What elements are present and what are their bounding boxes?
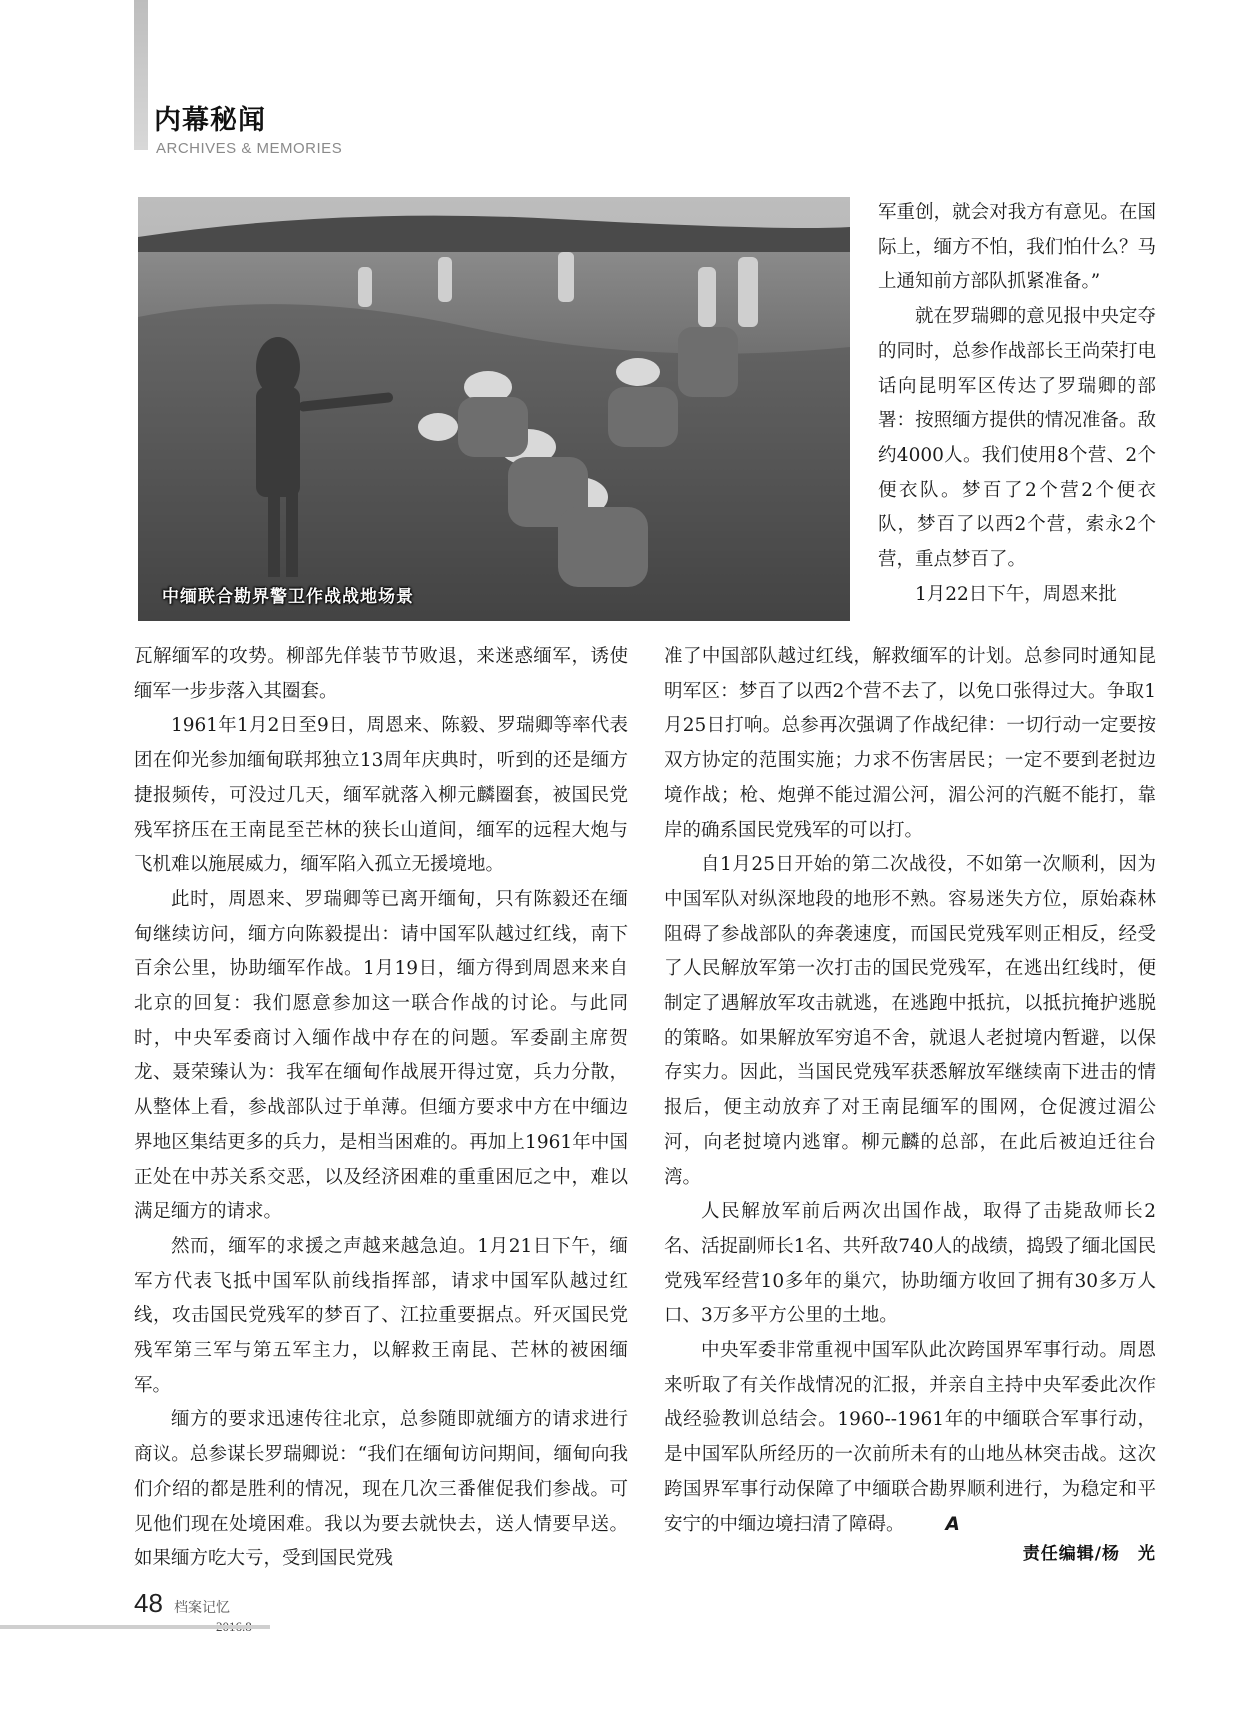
photo-illustration [138,197,850,621]
paragraph: 1961年1月2日至9日，周恩来、陈毅、罗瑞卿等率代表团在仰光参加缅甸联邦独立13周年庆典时，听到的还是缅方捷报频传，可没过几天，缅军就落入柳元麟圈套，被国民党残军挤压在王南昆至芒林的狭长山道间，缅军的远程大炮与飞机难以施展威力，缅军陷入孤立无援境地。 [134,715,628,876]
paragraph: 准了中国部队越过红线，解救缅军的计划。总参同时通知昆明军区：梦百了以西2个营不去了，以免口张得过大。争取1月25日打响。总参再次强调了作战纪律：一切行动一定要按双方协定的范围实施；力求不伤害居民；一定不要到老挝边境作战；枪、炮弹不能过湄公河，湄公河的汽艇不能打，靠岸的确系国民党残军的可以打。 [664,646,1156,841]
right-top-column [878,196,1156,612]
footer-rule [0,1625,270,1629]
section-side-bar [134,0,148,150]
section-title: 内幕秘闻 [154,105,266,136]
left-column [134,640,628,1577]
right-column [664,640,1156,1542]
paragraph: 就在罗瑞卿的意见报中央定夺的同时，总参作战部长王尚荣打电话向昆明军区传达了罗瑞卿的部署：按照缅方提供的情况准备。敌约4000人。我们使用8个营、2个便衣队。梦百了2个营2个便衣队，梦百了以西2个营，索永2个营，重点梦百了。 [878,306,1156,571]
paragraph: 缅方的要求迅速传往北京，总参随即就缅方的请求进行商议。总参谋长罗瑞卿说：“我们在缅甸访问期间，缅甸向我们介绍的都是胜利的情况，现在几次三番催促我们参战。可见他们现在处境困难。我以为要去就快去，送人情要早送。如果缅方吃大亏，受到国民党残 [134,1409,628,1570]
paragraph-text: 中央军委非常重视中国军队此次跨国界军事行动。周恩来听取了有关作战情况的汇报，并亲自主持中央军委此次作战经验教训总结会。1960--1961年的中缅联合军事行动，是中国军队所经历的一次前所未有的山地丛林突击战。这次跨国界军事行动保障了中缅联合勘界顺利进行，为稳定和平安宁的中缅边境扫清了障碍。 [664,1340,1156,1535]
paragraph [664,1334,1156,1542]
paragraph: 军重创，就会对我方有意见。在国际上，缅方不怕，我们怕什么？马上通知前方部队抓紧准备。” [878,202,1156,293]
section-subtitle: ARCHIVES & MEMORIES [156,140,343,157]
photo-caption: 中缅联合勘界警卫作战战地场景 [162,587,414,607]
paragraph: 人民解放军前后两次出国作战，取得了击毙敌师长2名、活捉副师长1名、共歼敌740人的战绩，捣毁了缅北国民党残军经营10多年的巢穴，协助缅方收回了拥有30多万人口、3万多平方公里的土地。 [664,1201,1156,1327]
page-number: 48 [134,1588,163,1618]
editor-credit: 责任编辑/杨 光 [1022,1544,1156,1564]
end-mark-icon: A [945,1513,960,1535]
magazine-name: 档案记忆 [174,1600,230,1616]
battlefield-photo [138,197,850,621]
paragraph: 瓦解缅军的攻势。柳部先佯装节节败退，来迷惑缅军，诱使缅军一步步落入其圈套。 [134,646,628,702]
paragraph: 1月22日下午，周恩来批 [915,583,1117,605]
paragraph: 然而，缅军的求援之声越来越急迫。1月21日下午，缅军方代表飞抵中国军队前线指挥部，请求中国军队越过红线，攻击国民党残军的梦百了、江拉重要据点。歼灭国民党残军第三军与第五军主力，以解救王南昆、芒林的被困缅军。 [134,1235,628,1396]
paragraph: 此时，周恩来、罗瑞卿等已离开缅甸，只有陈毅还在缅甸继续访问，缅方向陈毅提出：请中国军队越过红线，南下百余公里，协助缅军作战。1月19日，缅方得到周恩来来自北京的回复：我们愿意参加这一联合作战的讨论。与此同时，中央军委商讨入缅作战中存在的问题。军委副主席贺龙、聂荣臻认为：我军在缅甸作战展开得过宽，兵力分散，从整体上看，参战部队过于单薄。但缅方要求中方在中缅边界地区集结更多的兵力，是相当困难的。再加上1961年中国正处在中苏关系交恶，以及经济困难的重重困厄之中，难以满足缅方的请求。 [134,888,628,1223]
paragraph: 自1月25日开始的第二次战役，不如第一次顺利，因为中国军队对纵深地段的地形不熟。容易迷失方位，原始森林阻碍了参战部队的奔袭速度，而国民党残军则正相反，经受了人民解放军第一次打击的国民党残军，在逃出红线时，便制定了遇解放军攻击就逃，在逃跑中抵抗，以抵抗掩护逃脱的策略。如果解放军穷追不舍，就退人老挝境内暂避，以保存实力。因此，当国民党残军获悉解放军继续南下进击的情报后，便主动放弃了对王南昆缅军的围网，仓促渡过湄公河，向老挝境内逃窜。柳元麟的总部，在此后被迫迁往台湾。 [664,854,1156,1188]
